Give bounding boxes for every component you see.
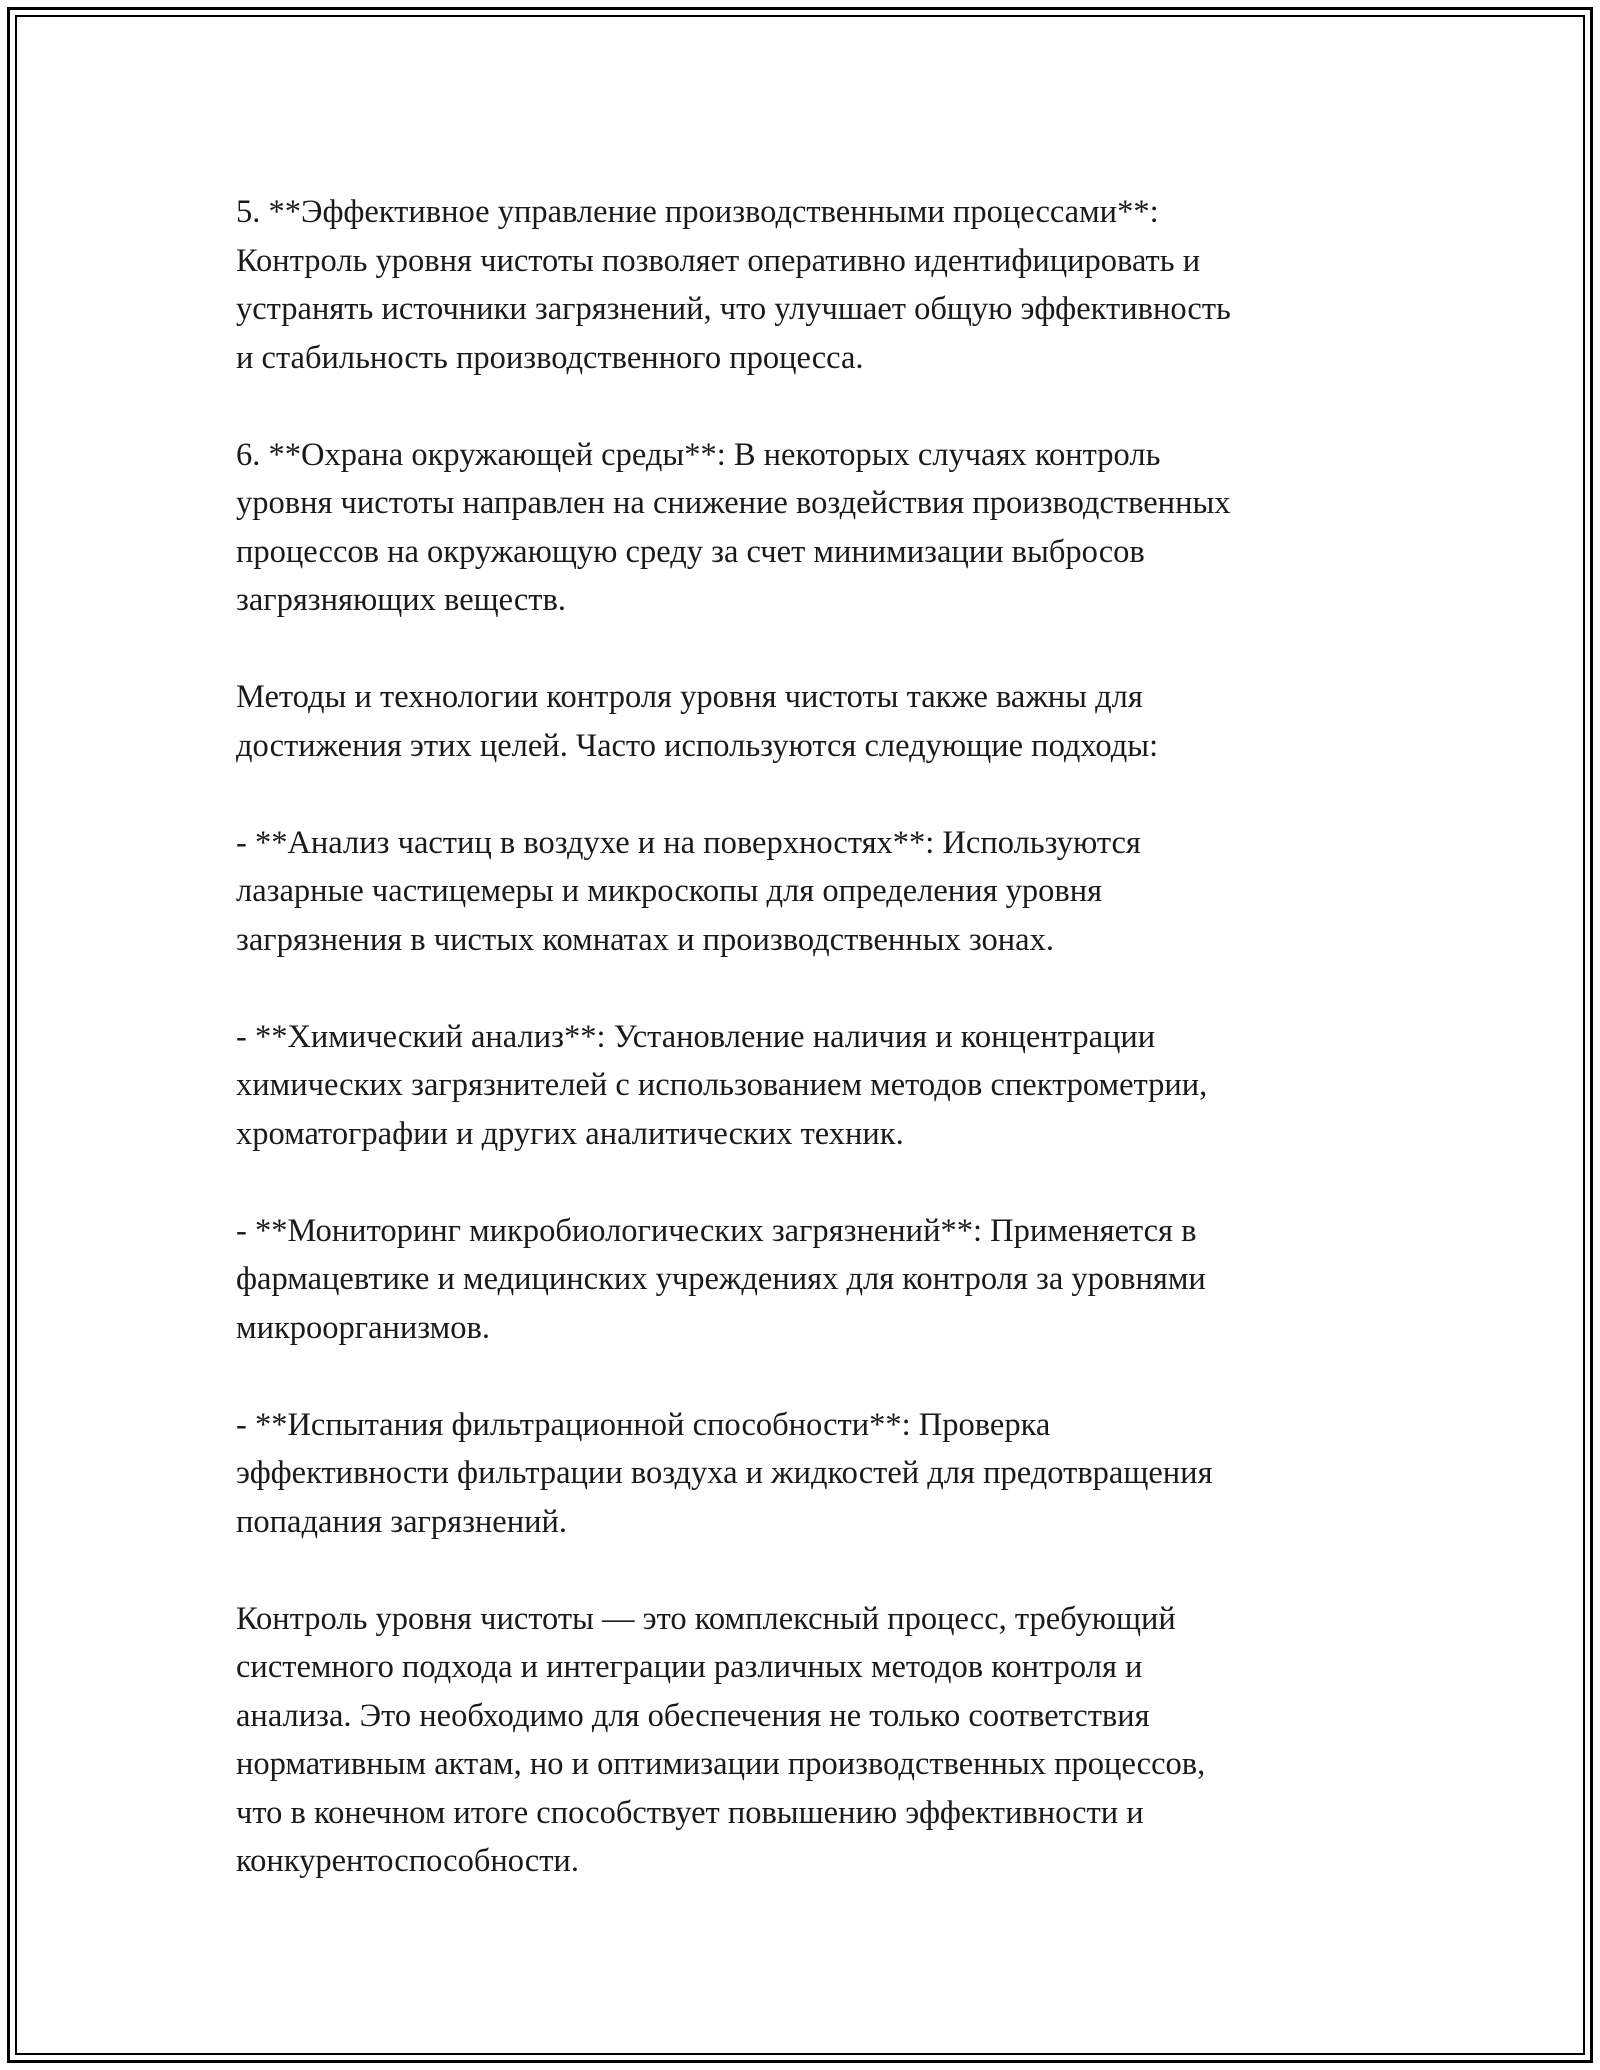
paragraph-item-5: 5. **Эффективное управление производственными процессами**: Контроль уровня чистоты позволяет оперативно идентифицировать и устранять источники загрязнений, что улучшает общую эффективность и стабильность производственного процесса. bbox=[236, 194, 1231, 376]
paragraph-chemical-analysis: - **Химический анализ**: Установление наличия и концентрации химических загрязнителей с использованием методов спектрометрии, хроматографии и других аналитических техник. bbox=[236, 1018, 1208, 1152]
paragraph-particle-analysis: - **Анализ частиц в воздухе и на поверхностях**: Используются лазарные частицемеры и микроскопы для определения уровня загрязнения в чистых комнатах и производственных зонах. bbox=[236, 824, 1141, 958]
paragraph-conclusion: Контроль уровня чистоты — это комплексный процесс, требующий системного подхода и интеграции различных методов контроля и анализа. Это необходимо для обеспечения не только соответствия нормативным актам, но и оптимизации производственных процессов, что в конечном итоге способствует повышению эффективности и конкурентоспособности. bbox=[236, 1600, 1206, 1879]
paragraph-microbiological-monitoring: - **Мониторинг микробиологических загрязнений**: Применяется в фармацевтике и медицинских учреждениях для контроля за уровнями микроорганизмов. bbox=[236, 1212, 1206, 1346]
paragraph-methods-intro: Методы и технологии контроля уровня чистоты также важны для достижения этих целей. Часто используются следующие подходы: bbox=[236, 679, 1159, 764]
document-body bbox=[236, 188, 1386, 1886]
paragraph-filtration-testing: - **Испытания фильтрационной способности**: Проверка эффективности фильтрации воздуха и жидкостей для предотвращения попадания загрязнений. bbox=[236, 1406, 1213, 1540]
paragraph-item-6: 6. **Охрана окружающей среды**: В некоторых случаях контроль уровня чистоты направлен на снижение воздействия производственных процессов на окружающую среду за счет минимизации выбросов загрязняющих веществ. bbox=[236, 436, 1231, 618]
